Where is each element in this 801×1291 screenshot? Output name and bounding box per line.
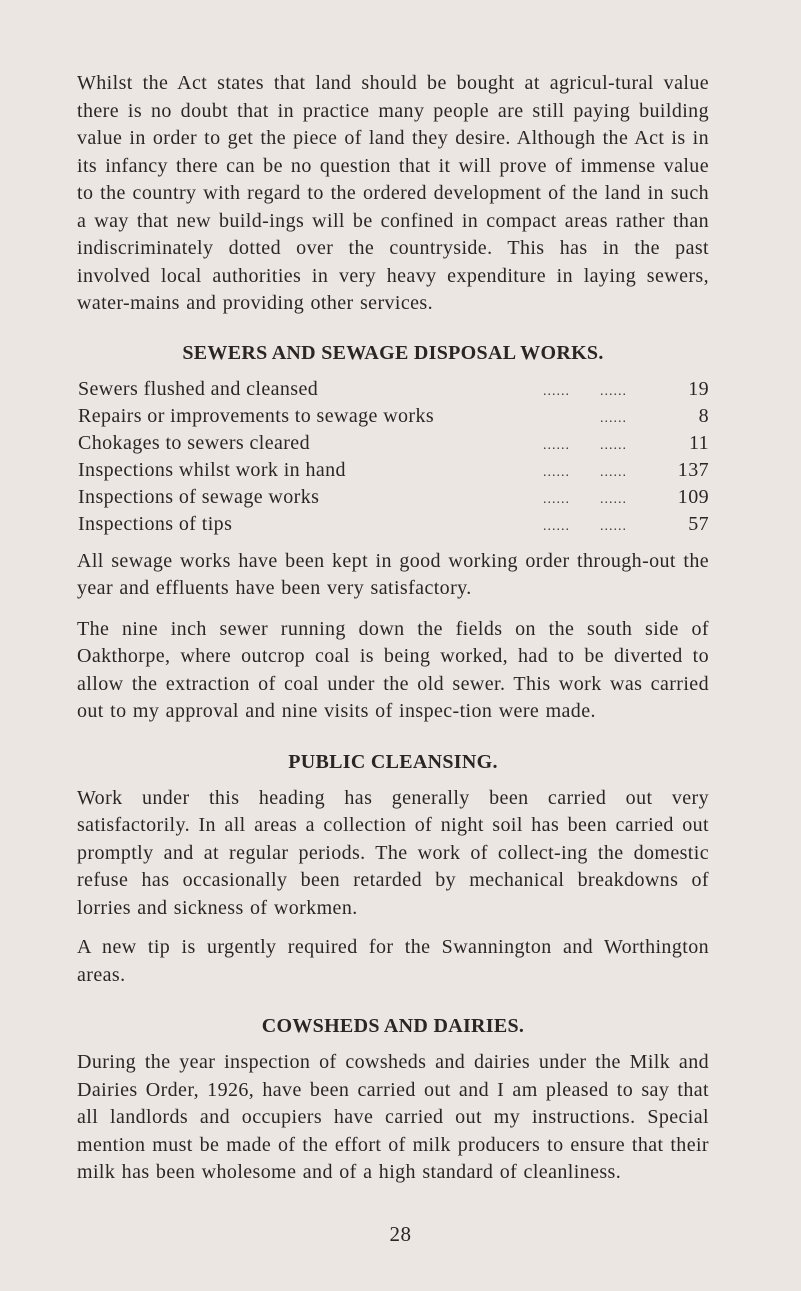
stat-label: Sewers flushed and cleansed <box>78 377 319 400</box>
leader-dots-group: ...... <box>600 410 627 426</box>
stat-row <box>78 405 709 432</box>
leader-dots <box>310 438 663 454</box>
stat-label: Chokages to sewers cleared <box>78 431 310 454</box>
cowsheds-heading: COWSHEDS AND DAIRIES. <box>261 1015 525 1038</box>
leader-dots-group: ...... <box>543 519 570 535</box>
cowsheds-paragraph: During the year inspection of cowsheds and dairies under the Milk and Dairies Order, 1926, have been carried out and I am pleased to say that all landlords and occupiers have carried out my instructions. Special mention must be made of the effort of milk producers to ensure that their milk has been wholesome and of a high standard of cleanliness. <box>77 1051 709 1184</box>
stat-value: 8 <box>698 404 709 427</box>
leader-dots-group: ...... <box>600 383 627 399</box>
stat-value: 137 <box>677 459 709 482</box>
leader-dots <box>319 492 663 508</box>
stat-row <box>78 513 709 540</box>
sewage-works-paragraph: All sewage works have been kept in good working order through-out the year and effluents have been very satisfactory. <box>77 549 709 600</box>
page-number: 28 <box>389 1222 412 1246</box>
leader-dots-group: ...... <box>600 519 627 535</box>
stat-label: Inspections of tips <box>78 513 233 536</box>
stat-label: Inspections of sewage works <box>78 486 320 509</box>
leader-dots-group: ...... <box>543 465 570 481</box>
new-tip-paragraph: A new tip is urgently required for the Swannington and Worthington areas. <box>77 936 709 986</box>
leader-dots-group: ...... <box>600 492 627 508</box>
stat-value: 19 <box>688 377 709 400</box>
leader-dots <box>232 519 663 535</box>
leader-dots <box>346 465 663 481</box>
report-page <box>77 70 709 1187</box>
oakthorpe-paragraph: The nine inch sewer running down the fields on the south side of Oakthorpe, where outcrop coal is being worked, had to be diverted to allow the extraction of coal under the old sewer. This work was carried out to my approval and nine visits of inspec-tion were made. <box>77 617 709 723</box>
stat-row <box>78 432 709 459</box>
leader-dots <box>318 384 663 400</box>
stat-value: 11 <box>688 431 709 454</box>
stat-row <box>78 486 709 513</box>
public-cleansing-heading: PUBLIC CLEANSING. <box>288 750 498 773</box>
stat-label: Repairs or improvements to sewage works <box>78 404 435 427</box>
stat-label: Inspections whilst work in hand <box>78 459 346 482</box>
stat-value: 109 <box>677 486 709 509</box>
sewer-stats-list <box>78 378 709 541</box>
sewers-heading: SEWERS AND SEWAGE DISPOSAL WORKS. <box>182 341 604 364</box>
intro-paragraph: Whilst the Act states that land should be bought at agricul-tural value there is no doubt that in practice many people are still paying building value in order to get the piece of land they desire. Although the Act is in its infancy there can be no question that it will prove of immense value to the country with regard to the ordered development of the land in such a way that new build-ings will be confined in compact areas rather than indiscriminately dotted over the countryside. This has in the past involved local authorities in very heavy expenditure in laying sewers, water-mains and providing other services. <box>77 72 709 314</box>
stat-row <box>78 378 709 405</box>
leader-dots-group: ...... <box>543 437 570 453</box>
leader-dots-group: ...... <box>600 437 627 453</box>
leader-dots-group: ...... <box>600 465 627 481</box>
stat-value: 57 <box>688 513 709 536</box>
leader-dots-group: ...... <box>543 383 570 399</box>
leader-dots <box>434 411 663 427</box>
stat-row <box>78 459 709 486</box>
leader-dots-group: ...... <box>543 492 570 508</box>
cleansing-paragraph: Work under this heading has generally been carried out very satisfactorily. In all areas a collection of night soil has been carried out promptly and at regular periods. The work of collect-ing the domestic refuse has occasionally been retarded by mechanical breakdowns of lorries and sickness of workmen. <box>77 786 709 919</box>
